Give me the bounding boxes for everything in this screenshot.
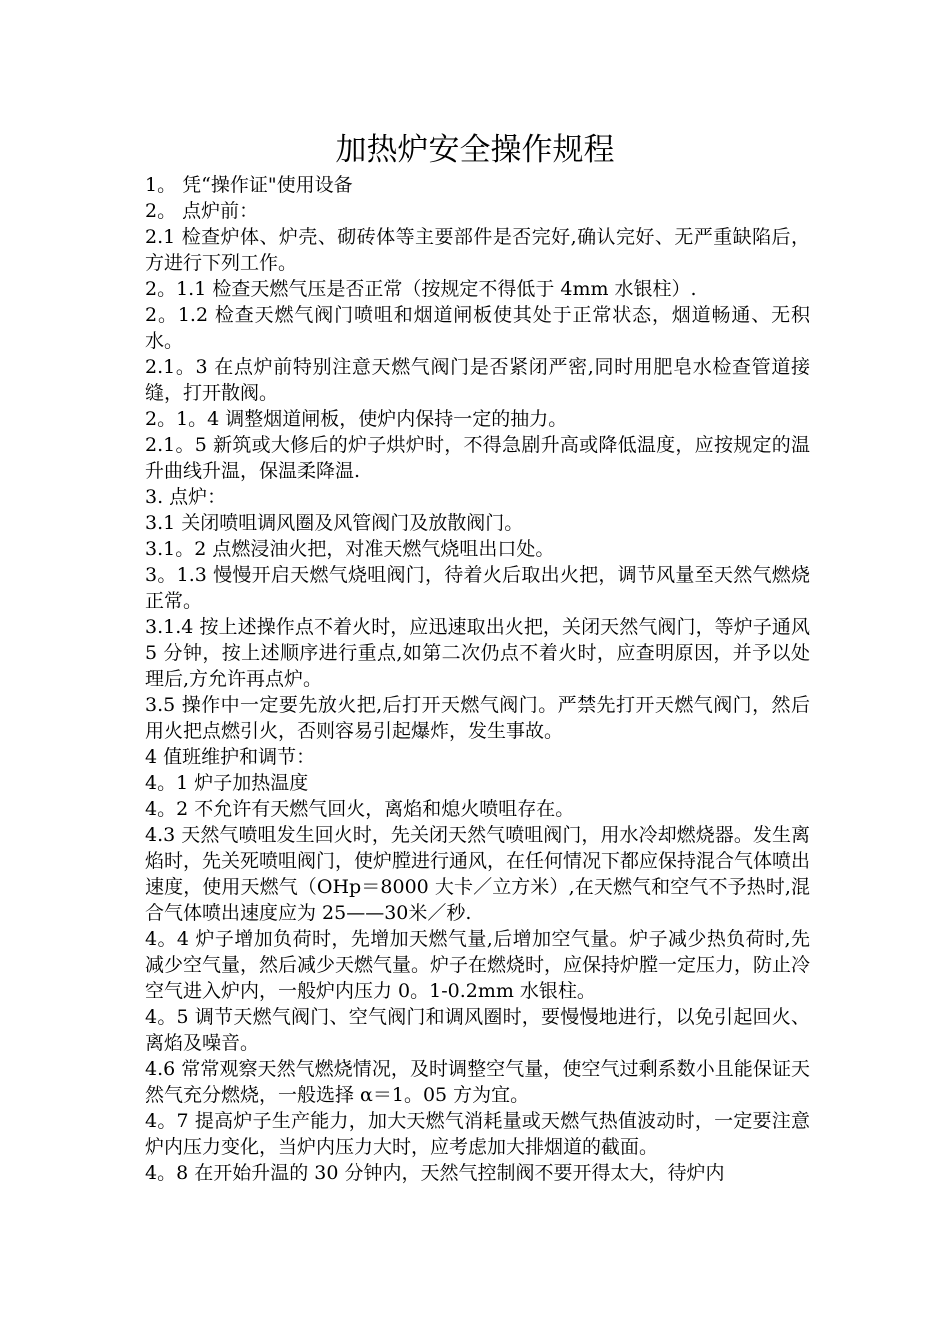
paragraph: 4。1 炉子加热温度 bbox=[145, 772, 309, 794]
paragraph: 3.1.4 按上述操作点不着火时，应迅速取出火把，关闭天然气阀门，等炉子通风 5 分钟，按上述顺序进行重点,如第二次仍点不着火时，应查明原因，并予以处理后,方允许再点炉。 bbox=[145, 616, 810, 690]
paragraph: 3. 点炉： bbox=[145, 486, 227, 508]
paragraph: 4 值班维护和调节： bbox=[145, 746, 316, 768]
paragraph: 1。 凭“操作证"使用设备 bbox=[145, 174, 353, 196]
document-body bbox=[145, 172, 810, 1186]
paragraph: 4。2 不允许有天燃气回火，离焰和熄火喷咀存在。 bbox=[145, 798, 575, 820]
paragraph: 3。1.3 慢慢开启天燃气烧咀阀门，待着火后取出火把，调节风量至天然气燃烧正常。 bbox=[145, 564, 810, 612]
paragraph: 3.1。2 点燃浸油火把，对准天燃气烧咀出口处。 bbox=[145, 538, 555, 560]
paragraph: 4。4 炉子增加负荷时，先增加天燃气量,后增加空气量。炉子减少热负荷时,先减少空气量，然后减少天燃气量。炉子在燃烧时，应保持炉膛一定压力，防止冷空气进入炉内，一般炉内压力 0。1-0.2mm 水银柱。 bbox=[145, 928, 811, 1002]
paragraph: 3.5 操作中一定要先放火把,后打开天燃气阀门。严禁先打开天燃气阀门，然后用火把点燃引火，否则容易引起爆炸，发生事故。 bbox=[145, 694, 810, 742]
paragraph: 4。7 提高炉子生产能力，加大天燃气消耗量或天燃气热值波动时，一定要注意炉内压力变化，当炉内压力大时，应考虑加大排烟道的截面。 bbox=[145, 1110, 810, 1158]
paragraph: 2。1。4 调整烟道闸板，使炉内保持一定的抽力。 bbox=[145, 408, 568, 430]
paragraph: 4.3 天然气喷咀发生回火时，先关闭天然气喷咀阀门，用水冷却燃烧器。发生离焰时，先关死喷咀阀门，使炉膛进行通风，在任何情况下都应保持混合气体喷出速度，使用天燃气（OHp＝8000 大卡／立方米）,在天燃气和空气不予热时,混合气体喷出速度应为 25——30米／秒. bbox=[145, 824, 811, 924]
paragraph: 2.1 检查炉体、炉壳、砌砖体等主要部件是否完好,确认完好、无严重缺陷后，方进行下列工作。 bbox=[145, 226, 810, 274]
paragraph: 4.6 常常观察天然气燃烧情况，及时调整空气量，使空气过剩系数小且能保证天然气充分燃烧，一般选择 α＝1。05 方为宜。 bbox=[145, 1058, 810, 1106]
paragraph: 2.1。3 在点炉前特别注意天燃气阀门是否紧闭严密,同时用肥皂水检查管道接缝，打开散阀。 bbox=[145, 356, 810, 404]
paragraph: 4。8 在开始升温的 30 分钟内，天然气控制阀不要开得太大，待炉内 bbox=[145, 1162, 725, 1184]
paragraph: 2。 点炉前： bbox=[145, 200, 259, 222]
document-title: 加热炉安全操作规程 bbox=[335, 132, 615, 168]
paragraph: 2。1.2 检查天燃气阀门喷咀和烟道闸板使其处于正常状态，烟道畅通、无积水。 bbox=[145, 304, 810, 352]
paragraph: 3.1 关闭喷咀调风圈及风管阀门及放散阀门。 bbox=[145, 512, 524, 534]
paragraph: 2。1.1 检查天燃气压是否正常（按规定不得低于 4mm 水银柱）. bbox=[145, 278, 697, 300]
paragraph: 4。5 调节天燃气阀门、空气阀门和调风圈时，要慢慢地进行，以免引起回火、离焰及噪音。 bbox=[145, 1006, 810, 1054]
paragraph: 2.1。5 新筑或大修后的炉子烘炉时，不得急剧升高或降低温度，应按规定的温升曲线升温，保温柔降温. bbox=[145, 434, 810, 482]
